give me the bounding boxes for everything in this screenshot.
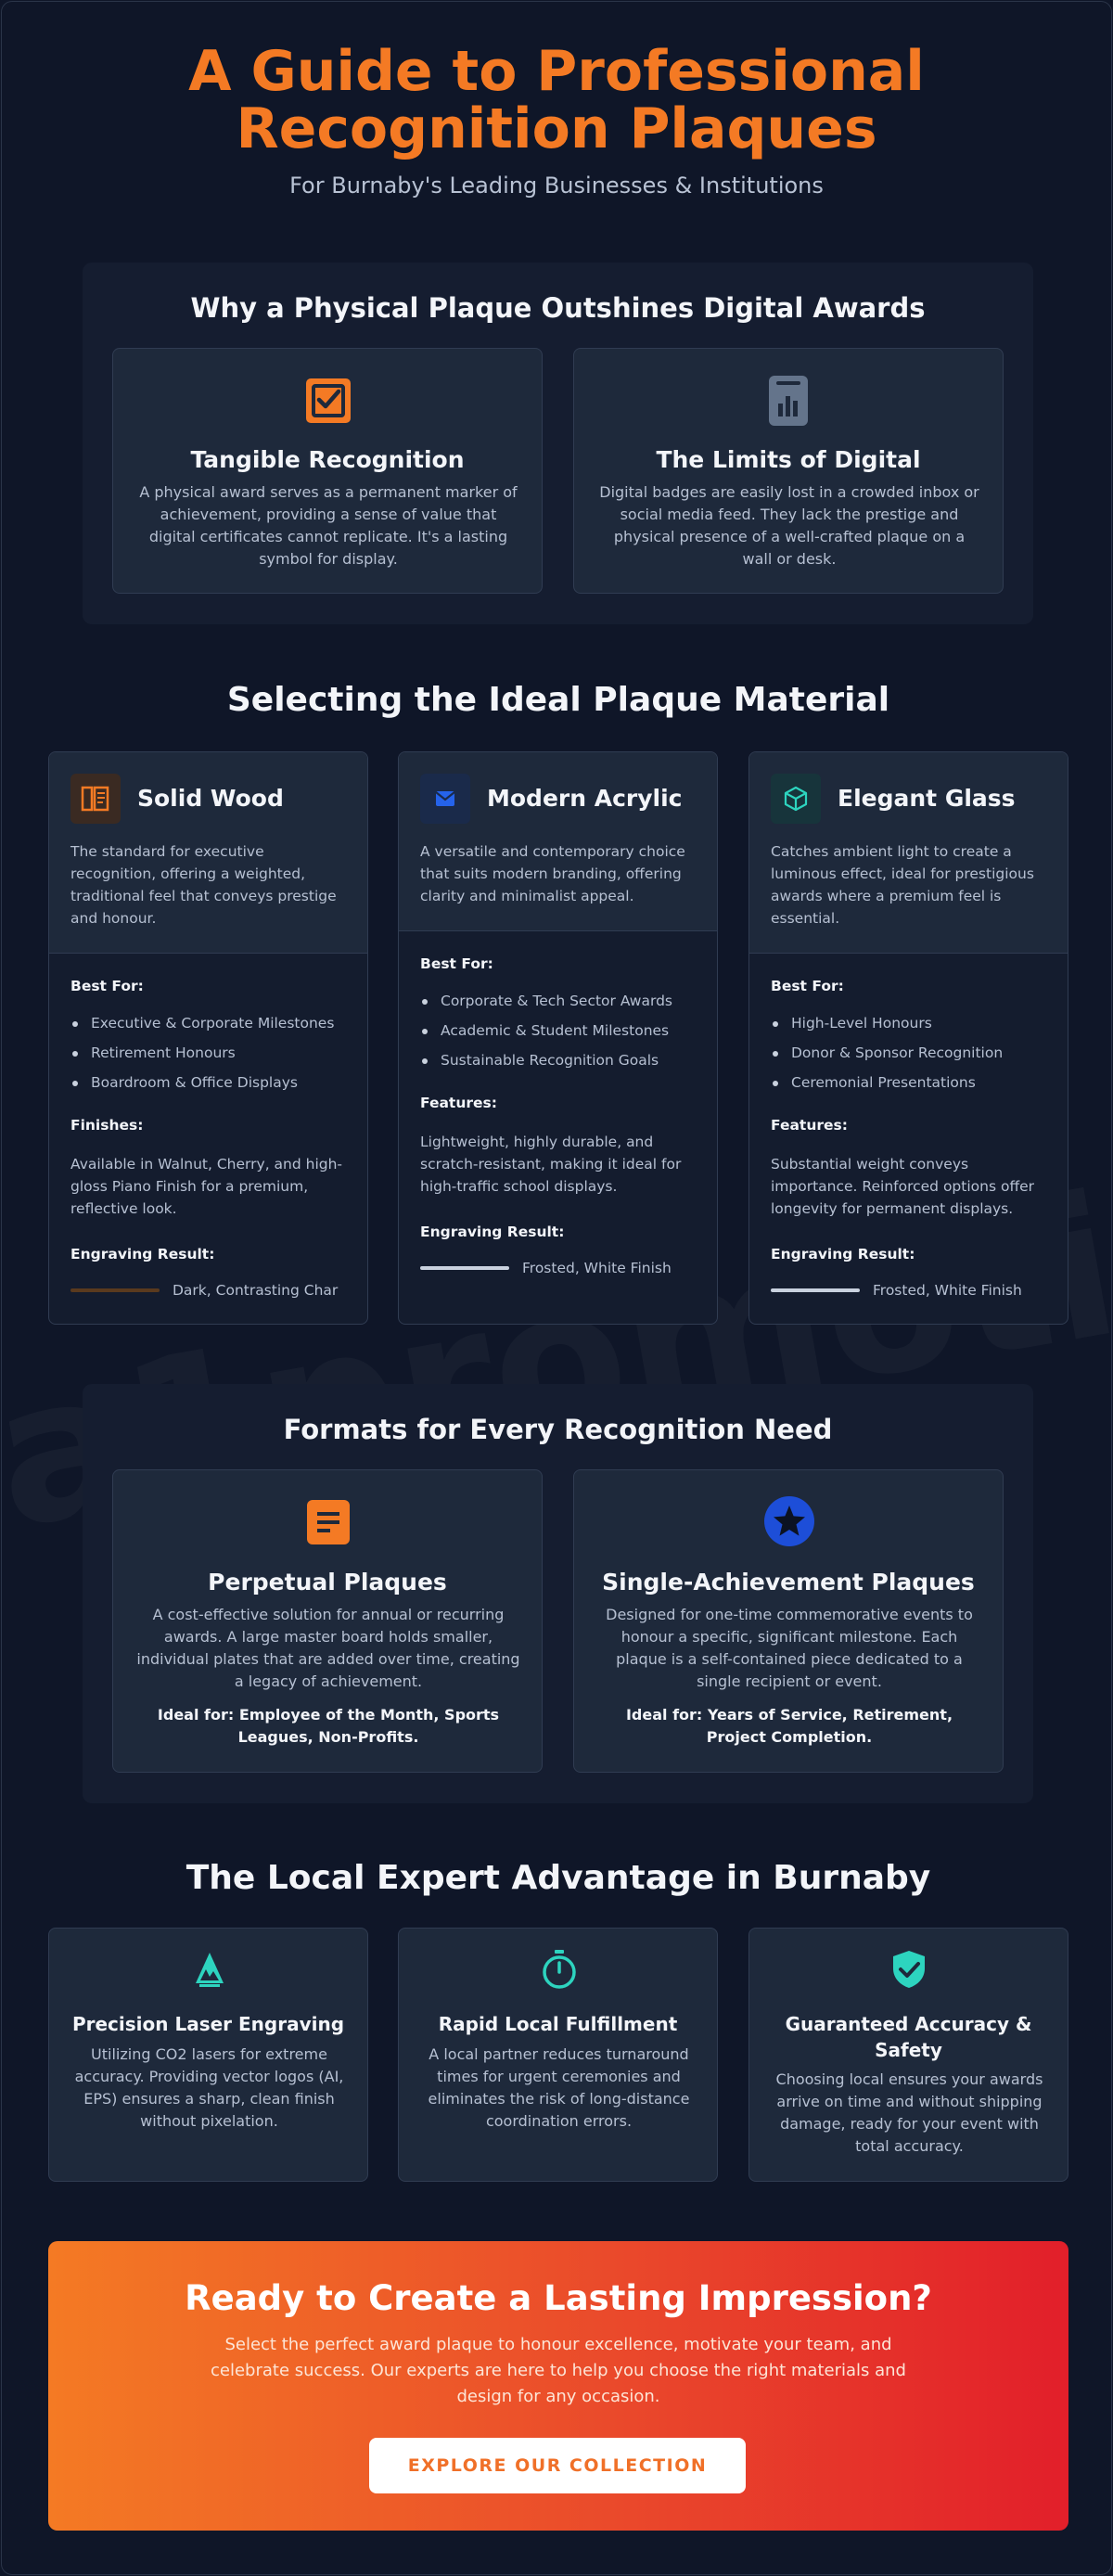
material-desc: The standard for executive recognition, offering a weighted, traditional feel that conveys prestige and honour. [70, 843, 337, 927]
engraving-result [771, 1279, 1022, 1301]
material-title: Solid Wood [137, 785, 284, 812]
device-chart-icon [767, 374, 810, 431]
list-item: Academic & Student Milestones [420, 1019, 672, 1049]
local-card-fulfillment [398, 1928, 718, 2182]
extra-text: Lightweight, highly durable, and scratch-resistant, making it ideal for high-traffic school displays. [420, 1134, 682, 1195]
page-title: A Guide to Professional Recognition Plaques [188, 39, 925, 161]
wood-icon [70, 774, 121, 824]
material-card-acrylic [398, 751, 718, 1325]
stopwatch-icon [541, 1949, 578, 1993]
engraving-result [420, 1257, 672, 1279]
why-card-text: A physical award serves as a permanent marker of achievement, providing a sense of value that digital certificates cannot replicate. It's a lasting symbol for display. [139, 483, 518, 568]
material-card-glass [748, 751, 1068, 1325]
engraving-text: Dark, Contrasting Char [173, 1282, 339, 1299]
list-item: High-Level Honours [771, 1012, 1003, 1042]
material-desc: A versatile and contemporary choice that suits modern branding, offering clarity and minimalist appeal. [420, 843, 685, 904]
hero [2, 2, 1111, 199]
engraving-label: Engraving Result: [420, 1224, 565, 1240]
why-card-title: The Limits of Digital [656, 446, 921, 473]
local-card-laser [48, 1928, 368, 2182]
material-title: Modern Acrylic [487, 785, 683, 812]
laser-icon [193, 1951, 226, 1992]
cta-title: Ready to Create a Lasting Impression? [185, 2278, 932, 2318]
local-title: The Local Expert Advantage in Burnaby [186, 1859, 931, 1897]
why-panel [83, 263, 1033, 624]
local-card-text: A local partner reduces turnaround times for urgent ceremonies and eliminates the risk of long-distance coordination errors. [428, 2045, 690, 2130]
engraving-text: Frosted, White Finish [873, 1282, 1022, 1299]
local-card-text: Utilizing CO2 lasers for extreme accuracy. Providing vector logos (AI, EPS) ensures a sharp, clean finish without pixelation. [74, 2045, 344, 2130]
star-badge-icon [763, 1495, 815, 1551]
extra-label: Finishes: [70, 1117, 144, 1134]
engraving-swatch [420, 1266, 509, 1270]
extra-label: Features: [771, 1117, 848, 1134]
why-card-text: Digital badges are easily lost in a crowded inbox or social media feed. They lack the prestige and physical presence of a well-crafted plaque on a wall or desk. [599, 483, 979, 568]
best-for-label: Best For: [70, 978, 144, 994]
why-card-tangible [112, 348, 543, 594]
material-desc: Catches ambient light to create a luminous effect, ideal for prestigious awards where a premium feel is essential. [771, 843, 1034, 927]
list-item: Executive & Corporate Milestones [70, 1012, 334, 1042]
list-item: Retirement Honours [70, 1042, 334, 1071]
best-for-list [771, 1012, 1003, 1101]
format-card-title: Single-Achievement Plaques [602, 1569, 975, 1596]
format-card-perpetual [112, 1469, 543, 1773]
best-for-label: Best For: [771, 978, 844, 994]
formats-title: Formats for Every Recognition Need [283, 1414, 833, 1445]
best-for-list [70, 1012, 334, 1101]
why-card-title: Tangible Recognition [190, 446, 465, 473]
list-item: Sustainable Recognition Goals [420, 1049, 672, 1079]
materials-title: Selecting the Ideal Plaque Material [226, 681, 890, 719]
list-item: Ceremonial Presentations [771, 1071, 1003, 1101]
engraving-label: Engraving Result: [70, 1246, 215, 1262]
why-card-digital [573, 348, 1004, 594]
engraving-swatch [771, 1288, 860, 1292]
engraving-text: Frosted, White Finish [522, 1260, 672, 1276]
local-card-title: Rapid Local Fulfillment [438, 2013, 678, 2035]
why-title: Why a Physical Plaque Outshines Digital Awards [190, 292, 926, 324]
list-item: Boardroom & Office Displays [70, 1071, 334, 1101]
format-card-title: Perpetual Plaques [208, 1569, 447, 1596]
format-card-ideal: Ideal for: Employee of the Month, Sports Leagues, Non-Profits. [157, 1706, 500, 1746]
engraving-label: Engraving Result: [771, 1246, 915, 1262]
cta-banner [48, 2241, 1068, 2531]
list-item: Donor & Sponsor Recognition [771, 1042, 1003, 1071]
material-card-wood [48, 751, 368, 1325]
document-icon [305, 1498, 352, 1550]
page-frame [1, 1, 1112, 2575]
extra-text: Available in Walnut, Cherry, and high-gloss Piano Finish for a premium, reflective look. [70, 1156, 343, 1217]
best-for-label: Best For: [420, 955, 493, 972]
format-card-text: Designed for one-time commemorative events to honour a specific, significant milestone. Each plaque is a self-contained piece dedicated to a single recipient or event. [606, 1606, 973, 1690]
shield-check-icon [890, 1949, 928, 1993]
material-title: Elegant Glass [838, 785, 1016, 812]
checkbox-icon [303, 376, 353, 429]
best-for-list [420, 990, 672, 1079]
local-card-title: Guaranteed Accuracy & Safety [785, 2013, 1032, 2061]
extra-text: Substantial weight conveys importance. Reinforced options offer longevity for permanent displays. [771, 1156, 1035, 1217]
cta-text: Select the perfect award plaque to honour excellence, motivate your team, and celebrate success. Our experts are here to help you choose the right materials and design for any occasion. [211, 2335, 906, 2406]
list-item: Corporate & Tech Sector Awards [420, 990, 672, 1019]
engraving-swatch [70, 1288, 160, 1292]
local-card-text: Choosing local ensures your awards arrive on time and without shipping damage, ready for your event with total accuracy. [775, 2070, 1043, 2155]
extra-label: Features: [420, 1095, 497, 1111]
format-card-text: A cost-effective solution for annual or recurring awards. A large master board holds smaller, individual plates that are added over time, creating a legacy of achievement. [136, 1606, 520, 1690]
format-card-ideal: Ideal for: Years of Service, Retirement, Project Completion. [625, 1706, 953, 1746]
local-card-title: Precision Laser Engraving [71, 2013, 345, 2035]
format-card-single [573, 1469, 1004, 1773]
glass-cube-icon [771, 774, 821, 824]
acrylic-icon [420, 774, 470, 824]
formats-panel [83, 1384, 1033, 1803]
page-subtitle: For Burnaby's Leading Businesses & Institutions [289, 173, 824, 199]
engraving-result [70, 1279, 338, 1301]
local-card-safety [748, 1928, 1068, 2182]
explore-collection-button[interactable]: EXPLORE OUR COLLECTION [369, 2438, 746, 2493]
